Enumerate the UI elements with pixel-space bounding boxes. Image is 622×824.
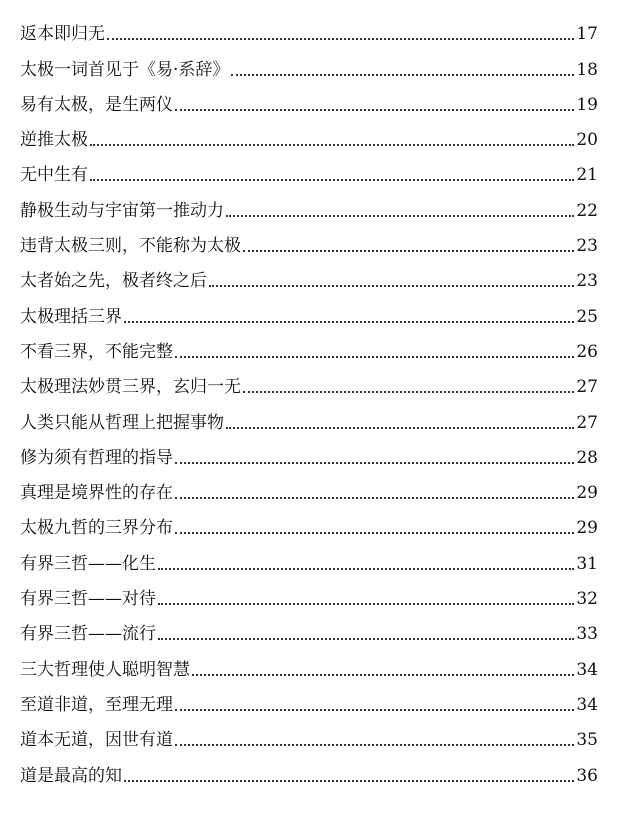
- toc-entry-title: 太极理法妙贯三界，玄归一无: [20, 377, 241, 398]
- dot-leader: [158, 638, 574, 640]
- dot-leader: [231, 74, 574, 76]
- dot-leader: [124, 321, 574, 323]
- toc-entry[interactable]: [20, 755, 598, 790]
- toc-entry[interactable]: [20, 14, 598, 49]
- toc-entry[interactable]: [20, 49, 598, 84]
- dot-leader: [158, 568, 574, 570]
- toc-entry-title: 修为须有哲理的指导: [20, 447, 173, 468]
- toc-entry-page: 34: [576, 694, 598, 715]
- toc-entry-title: 道本无道，因世有道: [20, 730, 173, 751]
- toc-entry-page: 25: [576, 306, 598, 327]
- dot-leader: [175, 462, 574, 464]
- toc-entry-title: 道是最高的知: [20, 765, 122, 786]
- toc-entry-page: 26: [576, 341, 598, 362]
- toc-entry-title: 三大哲理使人聪明智慧: [20, 659, 190, 680]
- toc-entry[interactable]: [20, 614, 598, 649]
- toc-entry[interactable]: [20, 296, 598, 331]
- toc-entry-title: 返本即归无: [20, 24, 105, 45]
- dot-leader: [175, 356, 574, 358]
- toc-entry-title: 太者始之先，极者终之后: [20, 271, 207, 292]
- toc-entry-page: 33: [576, 624, 598, 645]
- toc-entry-page: 29: [576, 483, 598, 504]
- toc-entry[interactable]: [20, 367, 598, 402]
- toc-entry[interactable]: [20, 508, 598, 543]
- toc-entry-page: 21: [576, 165, 598, 186]
- toc-entry-page: 36: [576, 765, 598, 786]
- dot-leader: [226, 215, 574, 217]
- toc-entry[interactable]: [20, 85, 598, 120]
- toc-entry[interactable]: [20, 685, 598, 720]
- toc-entry[interactable]: [20, 190, 598, 225]
- dot-leader: [243, 391, 574, 393]
- dot-leader: [192, 674, 574, 676]
- toc-entry-title: 不看三界，不能完整: [20, 341, 173, 362]
- toc-entry[interactable]: [20, 473, 598, 508]
- toc-entry-title: 静极生动与宇宙第一推动力: [20, 200, 224, 221]
- table-of-contents: [20, 14, 598, 791]
- dot-leader: [175, 497, 574, 499]
- dot-leader: [90, 179, 574, 181]
- toc-entry-page: 35: [576, 730, 598, 751]
- dot-leader: [175, 532, 574, 534]
- toc-entry[interactable]: [20, 155, 598, 190]
- toc-entry-title: 有界三哲——化生: [20, 553, 156, 574]
- toc-entry-page: 22: [576, 200, 598, 221]
- toc-entry-title: 有界三哲——流行: [20, 624, 156, 645]
- dot-leader: [175, 109, 574, 111]
- toc-entry[interactable]: [20, 332, 598, 367]
- toc-entry-page: 19: [576, 94, 598, 115]
- toc-entry-page: 31: [576, 553, 598, 574]
- dot-leader: [243, 250, 574, 252]
- toc-entry-page: 32: [576, 589, 598, 610]
- toc-entry-page: 28: [576, 447, 598, 468]
- dot-leader: [124, 780, 574, 782]
- dot-leader: [175, 744, 574, 746]
- toc-entry[interactable]: [20, 438, 598, 473]
- dot-leader: [209, 285, 574, 287]
- toc-entry-title: 至道非道，至理无理: [20, 694, 173, 715]
- dot-leader: [158, 603, 574, 605]
- toc-entry-page: 27: [576, 412, 598, 433]
- toc-entry[interactable]: [20, 120, 598, 155]
- dot-leader: [107, 38, 574, 40]
- toc-entry[interactable]: [20, 720, 598, 755]
- toc-entry-page: 34: [576, 659, 598, 680]
- toc-entry-page: 17: [576, 24, 598, 45]
- toc-entry[interactable]: [20, 649, 598, 684]
- toc-entry[interactable]: [20, 226, 598, 261]
- toc-entry-title: 有界三哲——对待: [20, 589, 156, 610]
- toc-entry-title: 真理是境界性的存在: [20, 483, 173, 504]
- dot-leader: [90, 144, 574, 146]
- toc-entry-title: 违背太极三则，不能称为太极: [20, 236, 241, 257]
- toc-entry-page: 29: [576, 518, 598, 539]
- toc-entry-page: 23: [576, 271, 598, 292]
- toc-entry[interactable]: [20, 261, 598, 296]
- toc-entry[interactable]: [20, 402, 598, 437]
- toc-entry-title: 太极九哲的三界分布: [20, 518, 173, 539]
- toc-entry[interactable]: [20, 579, 598, 614]
- toc-entry[interactable]: [20, 543, 598, 578]
- toc-entry-title: 太极理括三界: [20, 306, 122, 327]
- toc-entry-title: 人类只能从哲理上把握事物: [20, 412, 224, 433]
- toc-entry-page: 18: [576, 59, 598, 80]
- toc-entry-page: 27: [576, 377, 598, 398]
- toc-entry-page: 20: [576, 130, 598, 151]
- toc-entry-title: 无中生有: [20, 165, 88, 186]
- toc-entry-page: 23: [576, 236, 598, 257]
- dot-leader: [175, 709, 574, 711]
- toc-entry-title: 逆推太极: [20, 130, 88, 151]
- toc-entry-title: 太极一词首见于《易·系辞》: [20, 59, 230, 80]
- dot-leader: [226, 427, 574, 429]
- toc-entry-title: 易有太极，是生两仪: [20, 94, 173, 115]
